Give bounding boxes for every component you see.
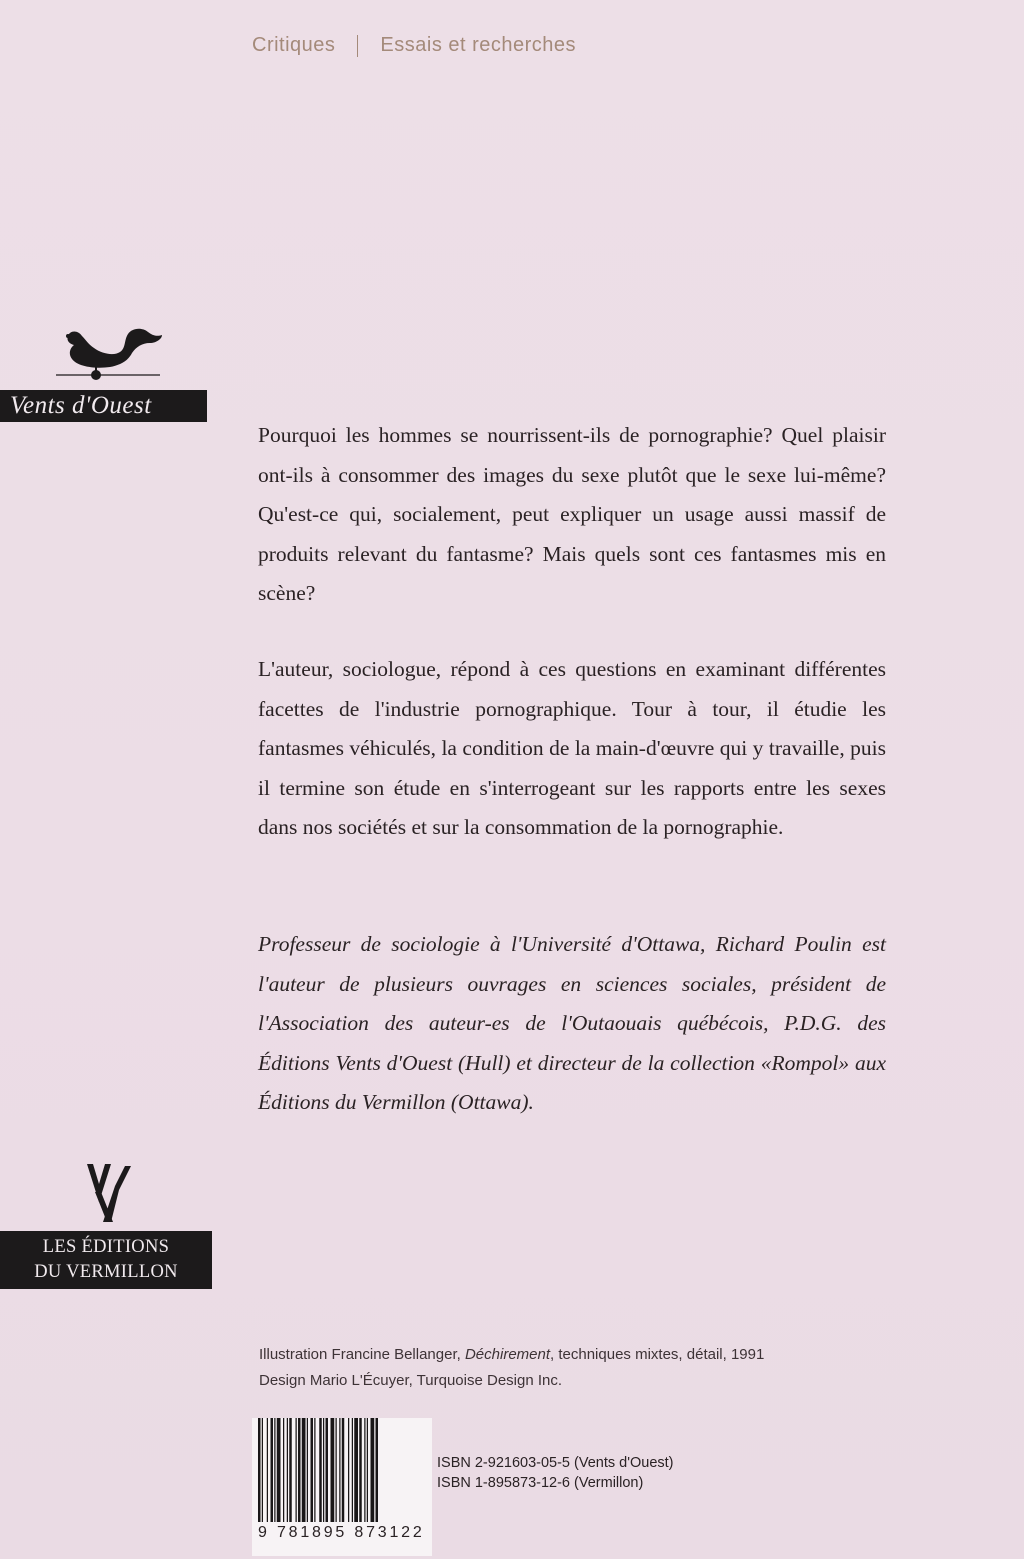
publisher-name-vents-douest: Vents d'Ouest (0, 390, 207, 422)
illustration-artist: Francine Bellanger (331, 1346, 457, 1363)
author-bio-paragraph: Professeur de sociologie à l'Université d'Ottawa, Richard Poulin est l'auteur de plusieurs ouvrages en sciences sociales, président de l'Association des auteur-es de l'Outaouais québécois, P.D.G. des Éditions Vents d'Ouest (Hull) et directeur de la collection «Rompol» aux Éditions du Vermillon (Ottawa). (258, 932, 886, 1114)
illustration-label: Illustration (259, 1346, 328, 1363)
barcode-bar (302, 1418, 306, 1522)
barcode-bar (274, 1418, 275, 1522)
barcode-bar (326, 1418, 329, 1522)
barcode-bar (258, 1418, 261, 1522)
design-label: Design (259, 1372, 306, 1389)
credits (259, 1342, 764, 1394)
illustration-credit: Illustration Francine Bellanger, Déchirement, techniques mixtes, détail, 1991 (259, 1346, 765, 1363)
barcode-bar (376, 1418, 379, 1522)
publisher-line-1: LES ÉDITIONS (42, 1237, 170, 1257)
barcode-bar (354, 1418, 358, 1522)
isbn-vermillon: ISBN 1-895873-12-6 (Vermillon) (437, 1475, 644, 1491)
publisher-name-vermillon (0, 1231, 212, 1289)
publisher-line-2: DU VERMILLON (34, 1262, 178, 1282)
design-credit (259, 1368, 764, 1394)
barcode-bar (287, 1418, 288, 1522)
barcode-bar (339, 1418, 340, 1522)
barcode-bar (348, 1418, 349, 1522)
barcode-bar (352, 1418, 353, 1522)
barcode-bar (336, 1418, 337, 1522)
barcode-bar (319, 1418, 322, 1522)
barcode-bar (367, 1418, 368, 1522)
illustration-details: techniques mixtes, détail, 1991 (558, 1346, 765, 1363)
barcode-bar (359, 1418, 362, 1522)
isbn-vents-douest: ISBN 2-921603-05-5 (Vents d'Ouest) (437, 1455, 674, 1471)
series-header (252, 34, 576, 57)
isbn-block (437, 1453, 674, 1493)
barcode-bar (364, 1418, 365, 1522)
barcode-bar (298, 1418, 301, 1522)
description-paragraph-2: L'auteur, sociologue, répond à ces questions en examinant différentes facettes de l'industrie pornographique. Tour à tour, il étudie les fantasmes véhiculés, la condition de la main-d'œuvre qui y travaille, puis il termine son étude en s'interrogeant sur les rapports entre les sexes dans nos sociétés et sur la consommation de la pornographie. (258, 657, 886, 839)
description-paragraph-1: Pourquoi les hommes se nourrissent-ils de pornographie? Quel plaisir ont-ils à consommer des images du sexe plutôt que le sexe lui-même? Qu'est-ce qui, socialement, peut expliquer un usage aussi massif de produits relevant du fantasme? Mais quels sont ces fantasmes mis en scène? (258, 423, 886, 605)
barcode-bar (262, 1418, 263, 1522)
illustration-title: Déchirement (464, 1346, 551, 1363)
barcode-bar (289, 1418, 292, 1522)
vermillon-v-icon (85, 1162, 135, 1224)
design-value: Mario L'Écuyer, Turquoise Design Inc. (309, 1372, 563, 1389)
barcode-bar (311, 1418, 314, 1522)
barcode-bar (271, 1418, 274, 1522)
barcode-bar (267, 1418, 268, 1522)
barcode-bar (371, 1418, 375, 1522)
barcode-bar (342, 1418, 345, 1522)
weathervane-rooster-icon (50, 318, 170, 382)
barcode-digits: 9 781895 873122 (258, 1524, 425, 1541)
barcode-bar (331, 1418, 335, 1522)
series-divider (357, 35, 358, 57)
barcode-bar (283, 1418, 284, 1522)
barcode-bar (314, 1418, 315, 1522)
barcode-bar (323, 1418, 324, 1522)
barcode-bar (277, 1418, 281, 1522)
barcode-bar (296, 1418, 297, 1522)
series-label-essais: Essais et recherches (380, 34, 577, 56)
barcode-bar (307, 1418, 308, 1522)
barcode (256, 1418, 424, 1522)
series-label-critiques: Critiques (252, 34, 336, 56)
